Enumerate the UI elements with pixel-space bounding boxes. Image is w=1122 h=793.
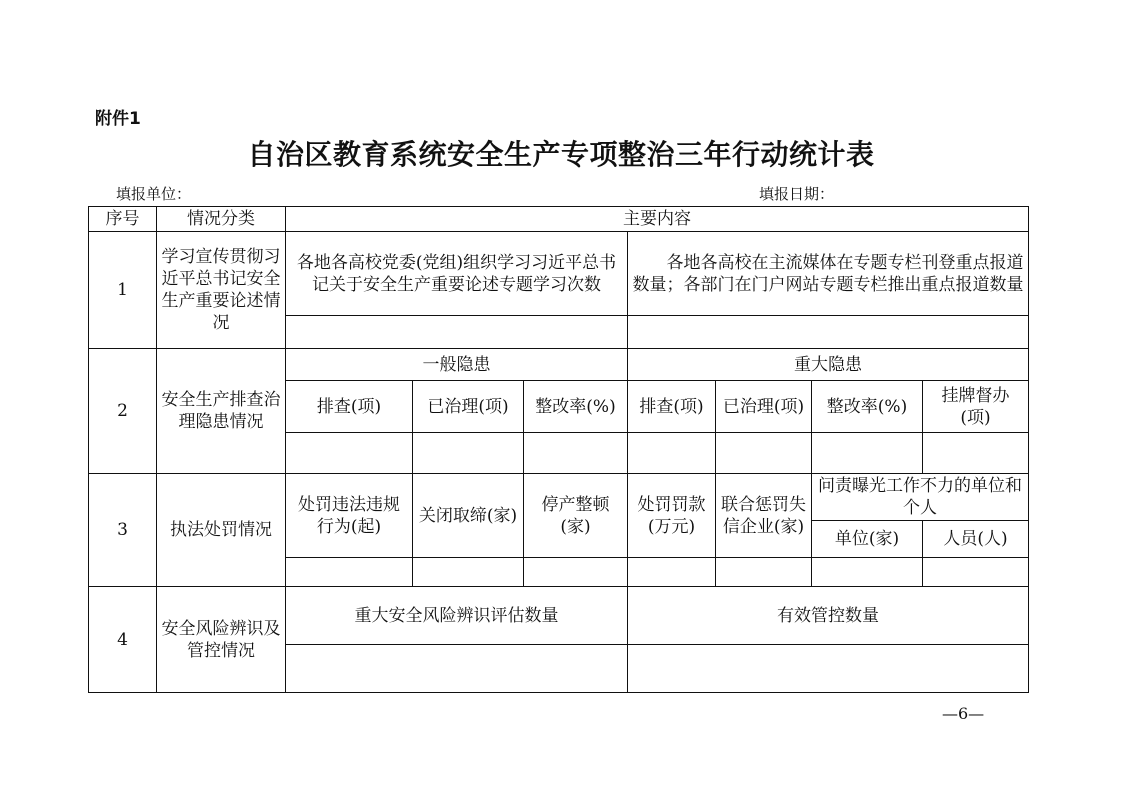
fill-date-label: 填报日期： xyxy=(759,185,835,203)
risk-assessment-header: 重大安全风险辨识评估数量 xyxy=(286,587,628,645)
header-category: 情况分类 xyxy=(157,207,286,232)
row1-data-a[interactable] xyxy=(286,316,628,349)
row1-seq: 1 xyxy=(89,232,157,349)
row4-headers xyxy=(89,587,1029,645)
row2-data-cell[interactable] xyxy=(628,433,716,474)
row2-data-cell[interactable] xyxy=(812,433,923,474)
major-fixed-header: 已治理(项) xyxy=(716,381,812,433)
row2-category: 安全生产排查治理隐患情况 xyxy=(157,349,286,474)
row3-data-cell[interactable] xyxy=(413,558,524,587)
illegal-acts-header: 处罚违法违规行为(起) xyxy=(286,474,413,558)
fill-unit-label: 填报单位： xyxy=(116,185,192,203)
row3-col-headers xyxy=(89,474,1029,521)
row3-data-cell[interactable] xyxy=(812,558,923,587)
row3-data-cell[interactable] xyxy=(628,558,716,587)
row1-content-b: 各地各高校在主流媒体在专题专栏刊登重点报道数量；各部门在门户网站专题专栏推出重点报道数量 xyxy=(628,232,1029,316)
row2-data-cell[interactable] xyxy=(413,433,524,474)
row4-data-a[interactable] xyxy=(286,645,628,693)
row1-data-b[interactable] xyxy=(628,316,1029,349)
row4-seq: 4 xyxy=(89,587,157,693)
major-inspected-header: 排查(项) xyxy=(628,381,716,433)
row1-content-a: 各地各高校党委(党组)组织学习习近平总书记关于安全生产重要论述专题学习次数 xyxy=(286,232,628,316)
row2-seq: 2 xyxy=(89,349,157,474)
header-seq: 序号 xyxy=(89,207,157,232)
row3-data-cell[interactable] xyxy=(286,558,413,587)
row2-data-cell[interactable] xyxy=(923,433,1029,474)
row4-data-b[interactable] xyxy=(628,645,1029,693)
row3-category: 执法处罚情况 xyxy=(157,474,286,587)
page-number: —6— xyxy=(942,704,985,723)
attachment-label: 附件1 xyxy=(95,109,141,129)
accountability-header: 问责曝光工作不力的单位和个人 xyxy=(812,474,1029,521)
suspended-header: 停产整顿(家) xyxy=(524,474,628,558)
row2-group-header xyxy=(89,349,1029,381)
table-header-row xyxy=(89,207,1029,232)
fine-header: 处罚罚款(万元) xyxy=(628,474,716,558)
row3-data-cell[interactable] xyxy=(716,558,812,587)
general-rate-header: 整改率(%) xyxy=(524,381,628,433)
major-hazard-header: 重大隐患 xyxy=(628,349,1029,381)
row3-data-cell[interactable] xyxy=(524,558,628,587)
document-title: 自治区教育系统安全生产专项整治三年行动统计表 xyxy=(247,138,875,171)
row4-category: 安全风险辨识及管控情况 xyxy=(157,587,286,693)
person-count-header: 人员(人) xyxy=(923,521,1029,558)
major-rate-header: 整改率(%) xyxy=(812,381,923,433)
row3-data-cell[interactable] xyxy=(923,558,1029,587)
joint-punishment-header: 联合惩罚失信企业(家) xyxy=(716,474,812,558)
general-inspected-header: 排查(项) xyxy=(286,381,413,433)
effective-control-header: 有效管控数量 xyxy=(628,587,1029,645)
unit-count-header: 单位(家) xyxy=(812,521,923,558)
row1-category: 学习宣传贯彻习近平总书记安全生产重要论述情况 xyxy=(157,232,286,349)
row3-seq: 3 xyxy=(89,474,157,587)
closed-header: 关闭取缔(家) xyxy=(413,474,524,558)
row2-data-cell[interactable] xyxy=(524,433,628,474)
header-main-content: 主要内容 xyxy=(286,207,1029,232)
supervised-listing-header: 挂牌督办(项) xyxy=(923,381,1029,433)
general-hazard-header: 一般隐患 xyxy=(286,349,628,381)
row1-content xyxy=(89,232,1029,316)
row2-data-cell[interactable] xyxy=(716,433,812,474)
statistics-table xyxy=(88,206,1029,693)
row2-data-cell[interactable] xyxy=(286,433,413,474)
general-fixed-header: 已治理(项) xyxy=(413,381,524,433)
